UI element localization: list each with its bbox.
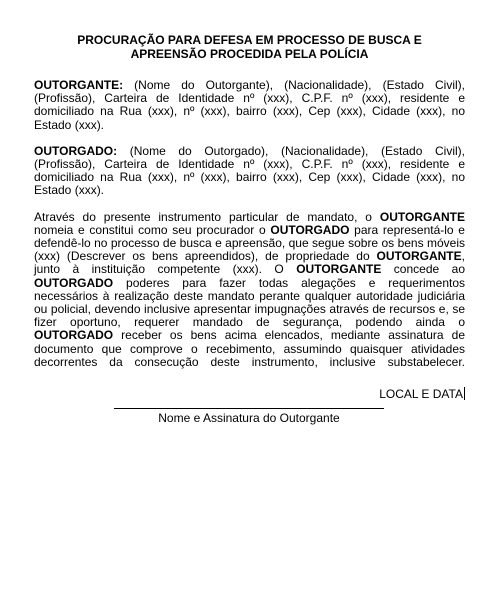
- body-bold-outorgado-3: OUTORGADO: [34, 328, 114, 343]
- signature-block: [114, 408, 384, 425]
- local-date-text: LOCAL E DATA: [379, 387, 463, 402]
- outorgado-paragraph: [34, 145, 465, 198]
- body-text-6: poderes para fazer todas alegações e requerimentos necessários à realização deste mandato perante qualquer autoridade judiciária ou policial, devendo inclusive apresentar impugnações através de recursos e, se fizer oportuno, requerer mandado de segurança, podendo ainda o: [34, 275, 465, 330]
- outorgante-label: OUTORGANTE:: [34, 78, 124, 92]
- body-bold-outorgado-1: OUTORGADO: [270, 222, 350, 237]
- body-bold-outorgante-2: OUTORGANTE: [376, 249, 462, 264]
- body-bold-outorgante-3: OUTORGANTE: [296, 262, 382, 277]
- body-text-3: para representá-lo e defendê-lo no processo de busca e apreensão, que segue sobre os bens móveis (xxx) (Descrever os bens apreendidos), de propriedade do: [34, 222, 465, 264]
- body-text-5: concede ao: [381, 262, 465, 277]
- outorgante-text: (Nome do Outorgante), (Nacionalidade), (Estado Civil), (Profissão), Carteira de Identidade nº (xxx), C.P.F. nº (xxx), residente e domiciliado na Rua (xxx), nº (xxx), bairro (xxx), Cep (xxx), Cidade (xxx), no Estado (xxx).: [34, 78, 465, 132]
- mandate-body-paragraph: [34, 211, 465, 369]
- document-page: [34, 34, 465, 401]
- signature-caption: Nome e Assinatura do Outorgante: [158, 411, 340, 425]
- text-cursor: [464, 387, 465, 400]
- signature-line: [114, 408, 384, 409]
- document-title: PROCURAÇÃO PARA DEFESA EM PROCESSO DE BUSCA E APREENSÃO PROCEDIDA PELA POLÍCIA: [77, 33, 422, 61]
- body-text-7: receber os bens acima elencados, mediante assinatura de documento que comprove o recebimento, assumindo quaisquer atividades decorrentes da consecução deste instrumento, inclusive substabelecer.: [34, 328, 465, 369]
- outorgado-text: (Nome do Outorgado), (Nacionalidade), (Estado Civil), (Profissão), Carteira de Identidade nº (xxx), C.P.F. nº (xxx), residente e domiciliado na Rua (xxx), nº (xxx), bairro (xxx), Cep (xxx), Cidade (xxx), no Estado (xxx).: [34, 143, 465, 198]
- body-bold-outorgante-1: OUTORGANTE: [379, 209, 465, 224]
- outorgante-paragraph: [34, 79, 465, 132]
- body-text-1: Através do presente instrumento particular de mandato, o: [34, 209, 380, 224]
- local-date[interactable]: [34, 387, 465, 401]
- body-bold-outorgado-2: OUTORGADO: [34, 275, 114, 290]
- body-text-4: , junto à instituição competente (xxx). O: [34, 249, 465, 277]
- outorgado-label: OUTORGADO:: [34, 143, 118, 158]
- body-text-2: nomeia e constitui como seu procurador o: [34, 222, 271, 237]
